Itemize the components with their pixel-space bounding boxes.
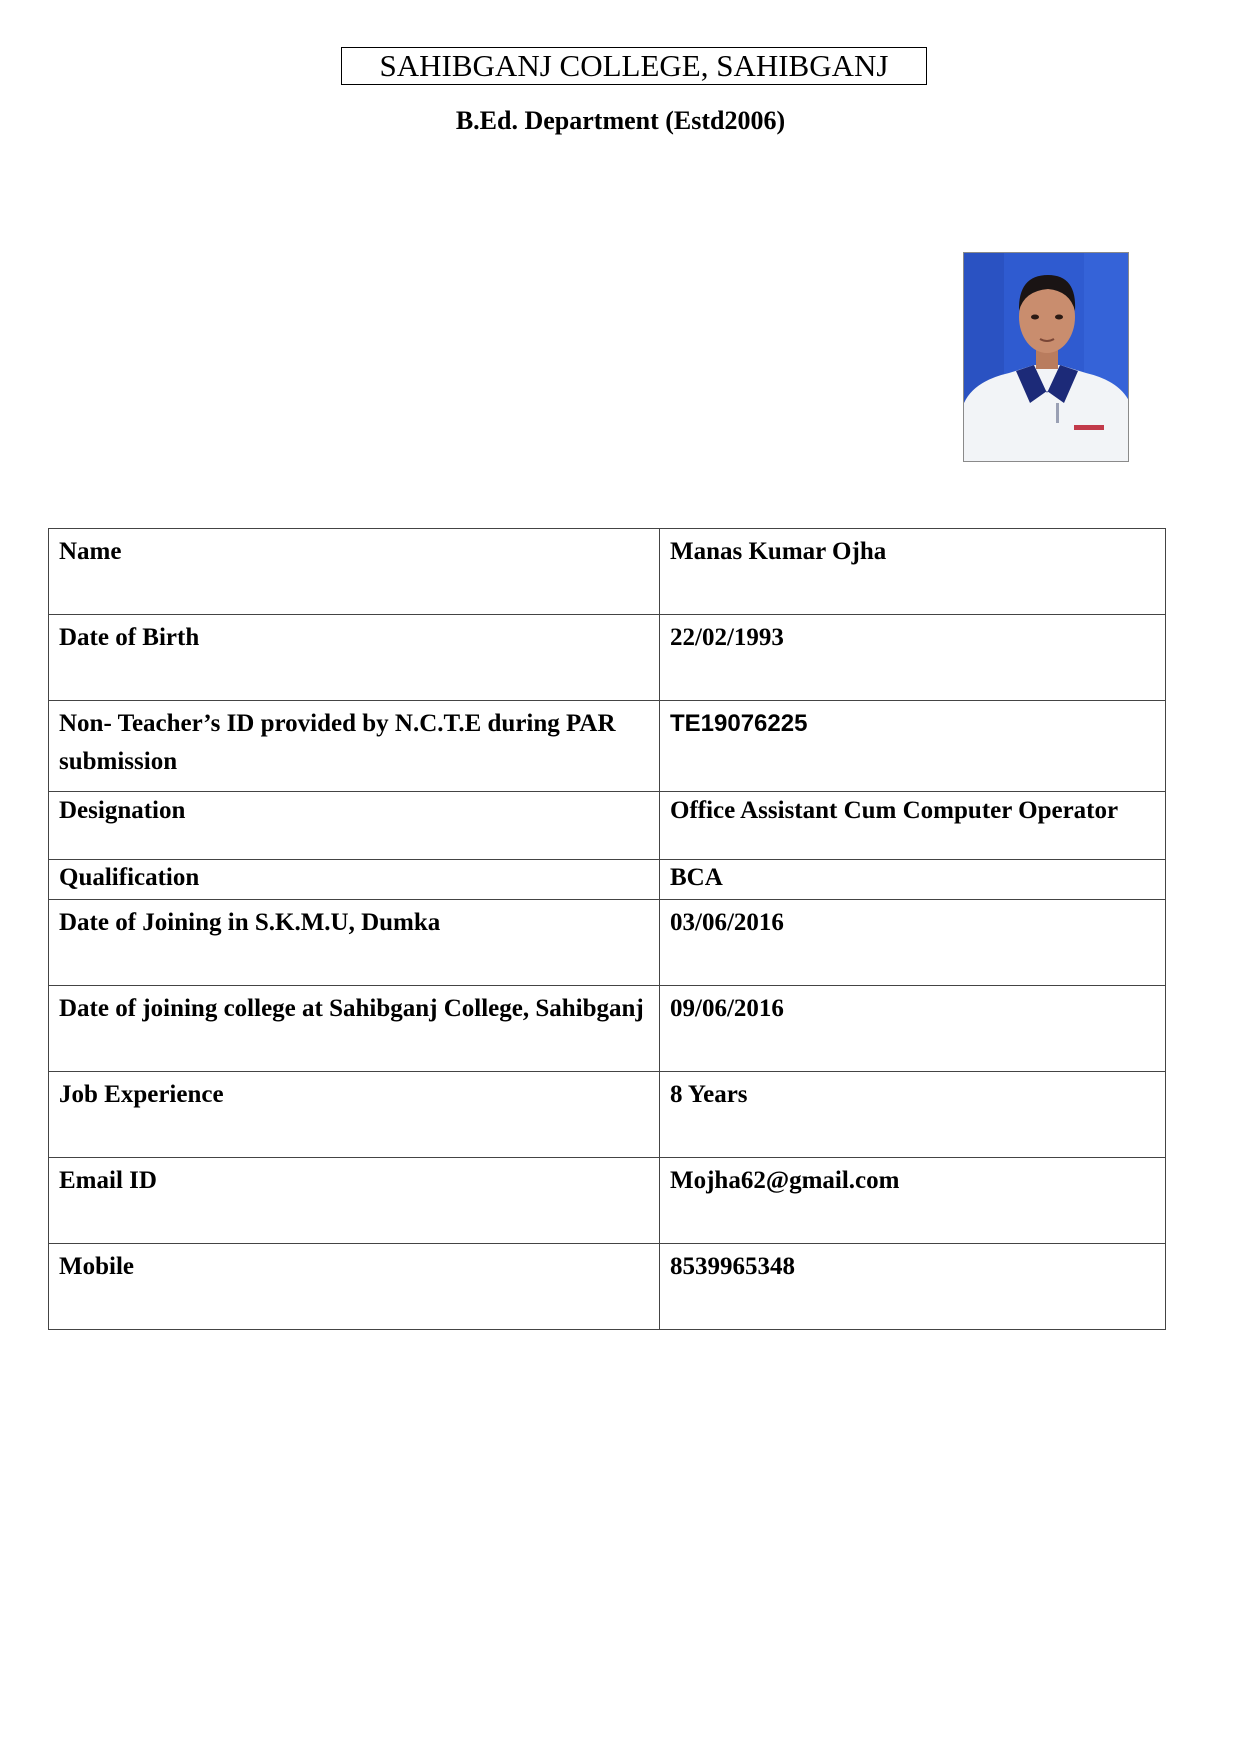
- row-label-designation: Designation: [49, 792, 660, 860]
- row-label-joining-college: Date of joining college at Sahibganj College, Sahibganj: [49, 986, 660, 1072]
- row-label-name: Name: [49, 529, 660, 615]
- row-value-joining-skmu: 03/06/2016: [660, 900, 1166, 986]
- table-row: [49, 615, 1166, 701]
- row-value-designation: Office Assistant Cum Computer Operator: [660, 792, 1166, 860]
- row-label-joining-skmu: Date of Joining in S.K.M.U, Dumka: [49, 900, 660, 986]
- row-value-experience: 8 Years: [660, 1072, 1166, 1158]
- department-subtitle: B.Ed. Department (Estd2006): [455, 106, 786, 135]
- row-label-experience: Job Experience: [49, 1072, 660, 1158]
- row-value-dob: 22/02/1993: [660, 615, 1166, 701]
- table-row: [49, 1072, 1166, 1158]
- table-row: [49, 792, 1166, 860]
- person-photo-icon: [964, 253, 1129, 462]
- staff-details-table: [48, 528, 1166, 1330]
- row-value-ncte-id: TE19076225: [660, 701, 1166, 792]
- table-row: [49, 986, 1166, 1072]
- row-value-joining-college: 09/06/2016: [660, 986, 1166, 1072]
- row-label-mobile: Mobile: [49, 1244, 660, 1330]
- row-label-email: Email ID: [49, 1158, 660, 1244]
- table-row: [49, 1158, 1166, 1244]
- row-value-mobile: 8539965348: [660, 1244, 1166, 1330]
- row-value-email: Mojha62@gmail.com: [660, 1158, 1166, 1244]
- table-row: [49, 900, 1166, 986]
- table-row: [49, 529, 1166, 615]
- table-row: [49, 701, 1166, 792]
- row-label-ncte-id: Non- Teacher’s ID provided by N.C.T.E during PAR submission: [49, 701, 660, 792]
- table-row: [49, 1244, 1166, 1330]
- row-value-qualification: BCA: [660, 860, 1166, 900]
- row-label-dob: Date of Birth: [49, 615, 660, 701]
- row-label-qualification: Qualification: [49, 860, 660, 900]
- row-value-name: Manas Kumar Ojha: [660, 529, 1166, 615]
- profile-photo: [963, 252, 1129, 462]
- page-title: SAHIBGANJ COLLEGE, SAHIBGANJ: [341, 47, 927, 85]
- table-row: [49, 860, 1166, 900]
